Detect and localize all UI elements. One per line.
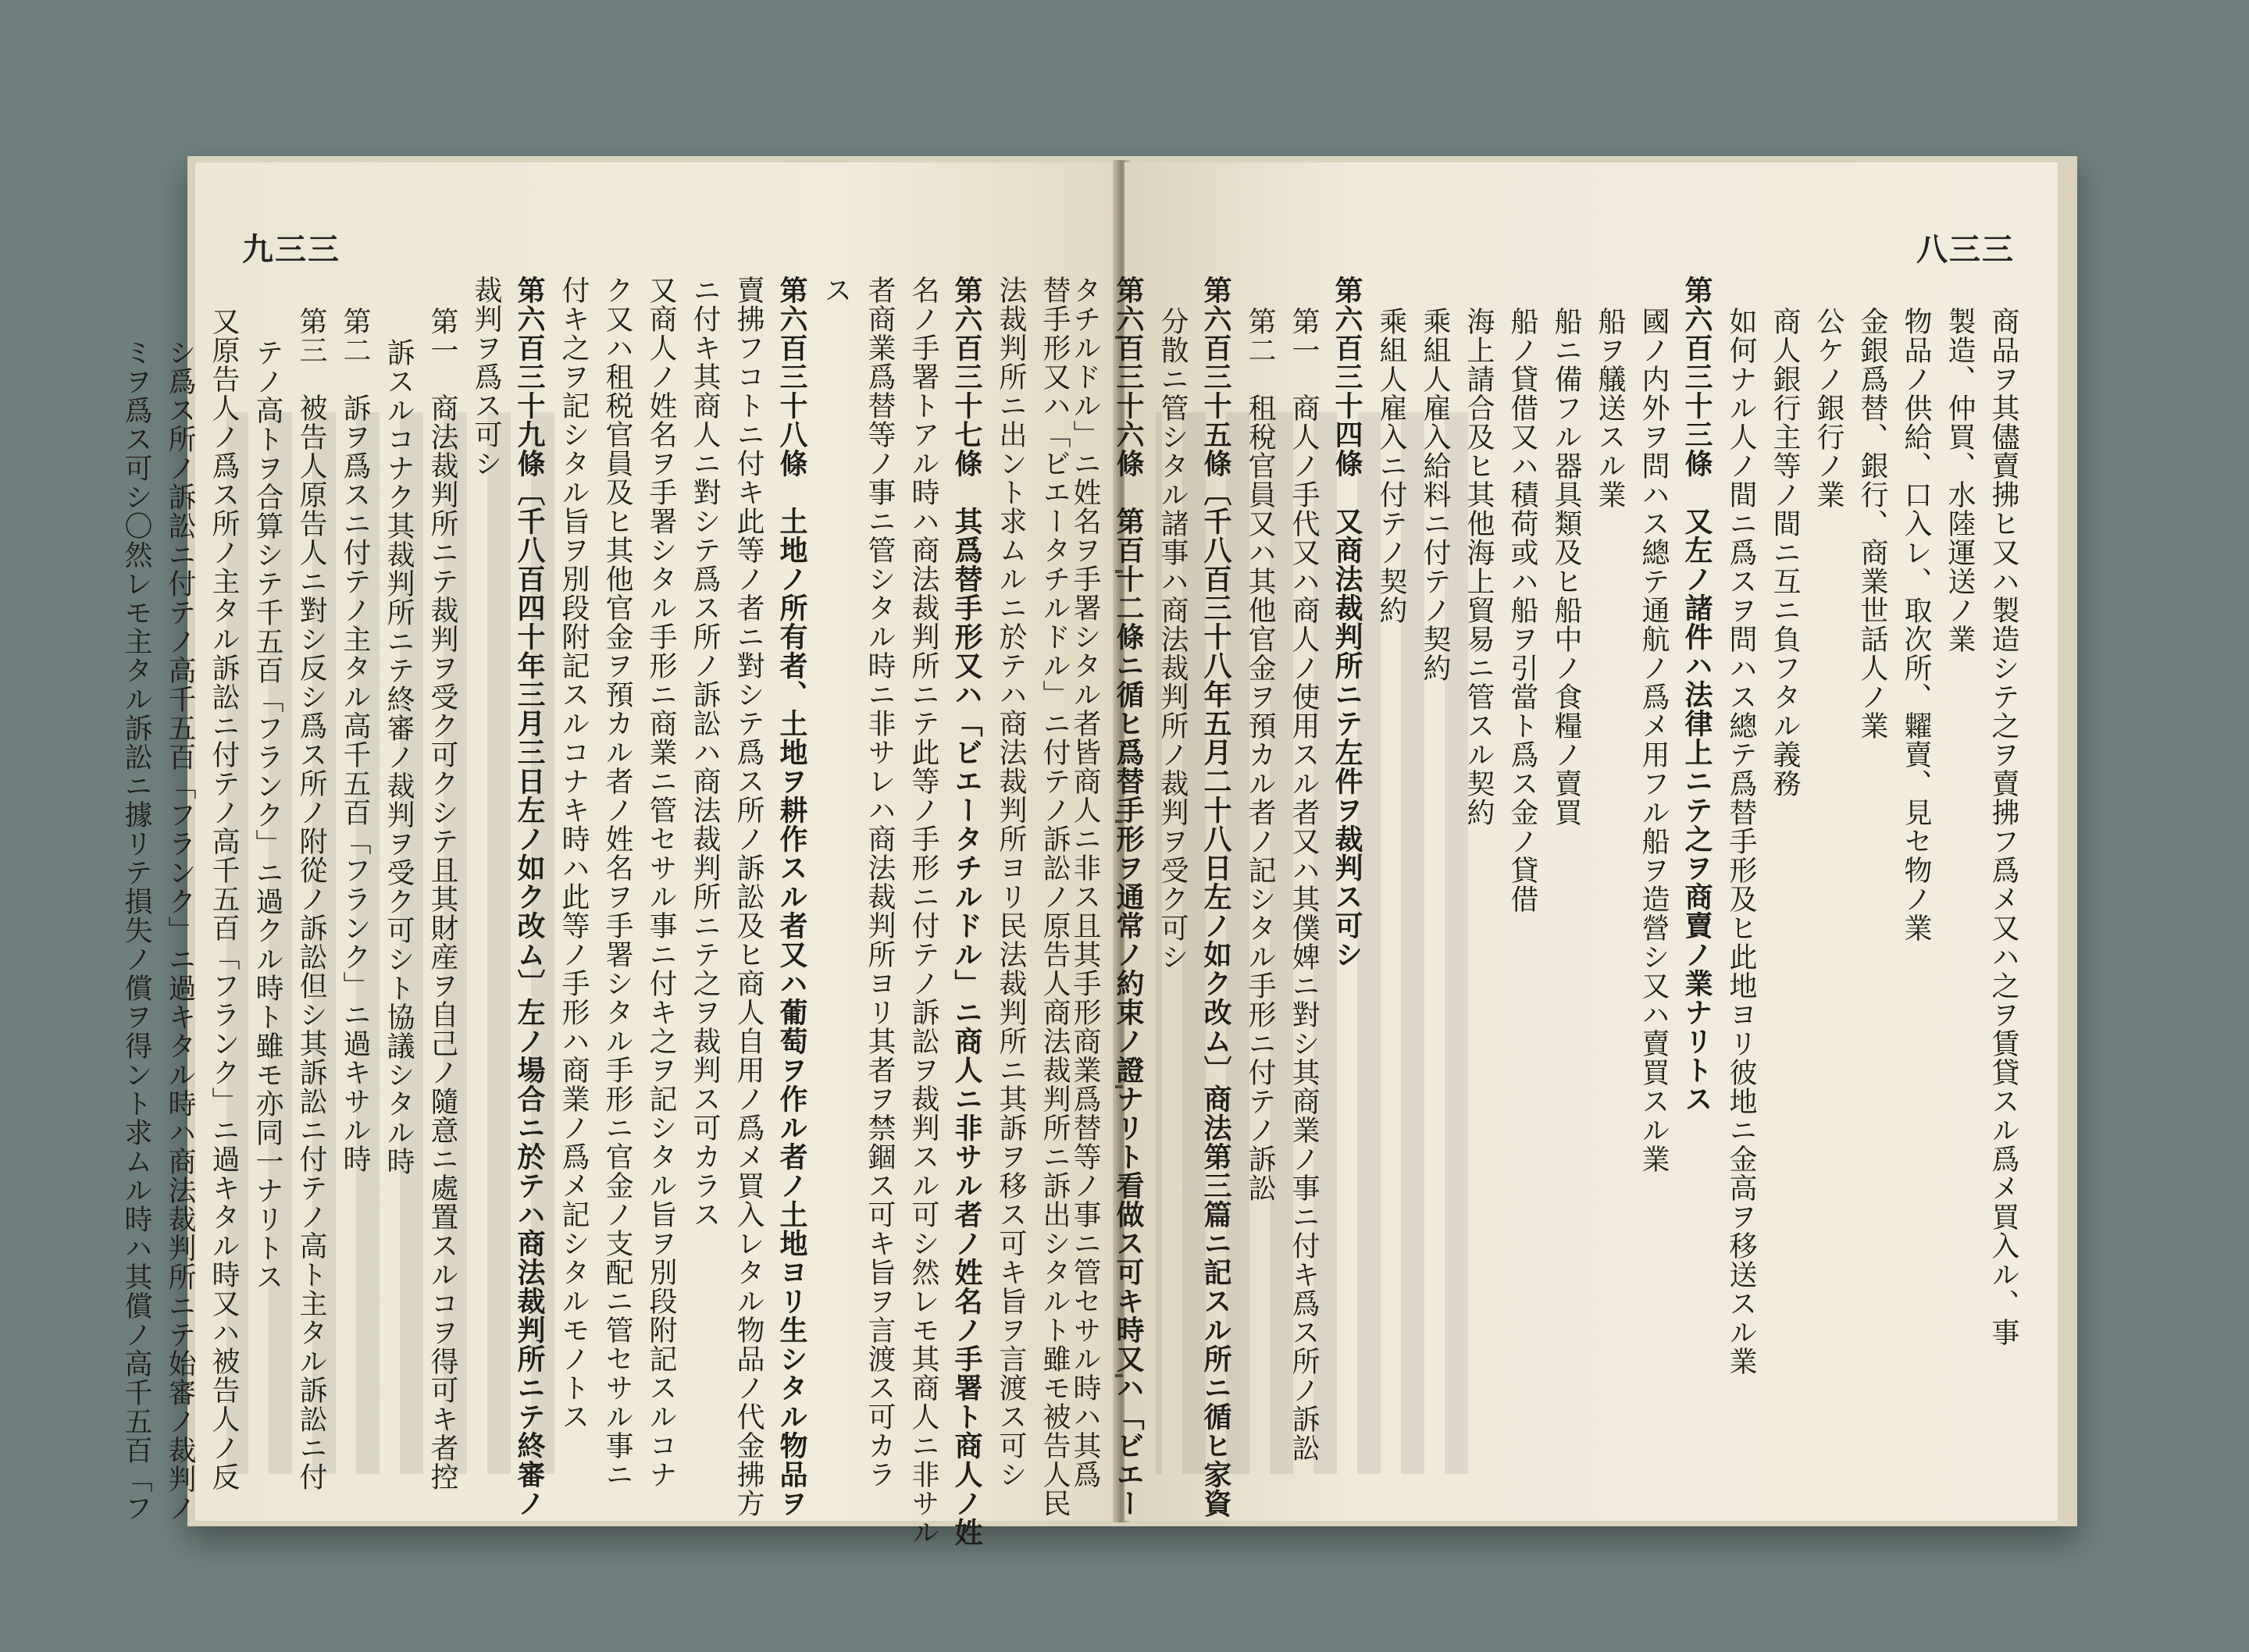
text-columns [1069,276,2019,1518]
text-column: 第一 商法裁判所ニテ裁判ヲ受ク可クシテ且其財産ヲ自己ノ隨意ニ處置スルコヲ得可キ者控 [426,307,458,1491]
page-number: 八三三 [1916,231,2015,268]
text-column: 訴スルコナク其裁判所ニテ終審ノ裁判ヲ受ク可シト協議シタル時 [383,338,415,1176]
right-page [1069,162,2058,1521]
left-page [120,162,1117,1547]
text-column: 國ノ内外ヲ問ハス總テ通航ノ爲メ用フル船ヲ造營シ又ハ賣買スル業 [1638,307,1670,1173]
text-column: 又原告人ノ爲ス所ノ主タル訴訟ニ付テノ高千五百「フランク」ニ過キタル時又ハ被告人ノ反 [208,307,240,1491]
article-heading-column: 第六百三十六條 第百十二條ニ循ヒ爲替手形ヲ通常ノ約束ノ證ナリト看做ス可キ時又ハ「ビエー [1112,276,1145,1518]
text-column: シ爲ス所ノ訴訟ニ付テノ高千五百「フランク」ニ過キタル時ハ商法裁判所ニテ始審ノ裁判ノ [164,338,196,1522]
text-column: 物品ノ供給、口入レ、取次所、糶賣、見セ物ノ業 [1900,307,1932,942]
text-column: 商品ヲ其儘賣拂ヒ又ハ製造シテ之ヲ賣拂フ爲メ又ハ之ヲ賃貸スル爲メ買入ル、事 [1987,307,2019,1347]
text-column: 商人銀行主等ノ間ニ互ニ負フタル義務 [1769,307,1801,798]
text-column: 製造、仲買、水陸運送ノ業 [1944,307,1976,653]
text-column: ク又ハ租税官員及ヒ其他官金ヲ預カル者ノ姓名ヲ手署シタル手形ニ官金ノ支配ニ管セサル事ニ [601,276,633,1489]
text-column: 海上請合及ヒ其他海上貿易ニ管スル契約 [1463,307,1495,827]
text-column: 分散ニ管シタル諸事ハ商法裁判所ノ裁判ヲ受ク可シ [1157,307,1189,971]
article-heading-column: 第六百三十七條 其爲替手形又ハ「ビエータチルドル」ニ商人ニ非サル者ノ姓名ノ手署ト商人ノ姓 [950,276,983,1547]
text-column: 賣拂フコトニ付キ此等ノ者ニ對シテ爲ス所ノ訴訟及ヒ商人自用ノ爲メ買入レタル物品ノ代金拂方 [732,276,765,1518]
text-column: 第二 租稅官員又ハ其他官金ヲ預カル者ノ記シタル手形ニ付テノ訴訟 [1244,307,1276,1202]
text-column: 者商業爲替等ノ事ニ管シタル時ニ非サレハ商法裁判所ヨリ其者ヲ禁錮ス可キ旨ヲ言渡ス可カラ [864,276,896,1489]
text-column: 第二 訴ヲ爲スニ付テノ主タル高千五百「フランク」ニ過キサル時 [339,307,371,1173]
text-column: 金銀爲替、銀行、商業世話人ノ業 [1856,307,1888,740]
text-column: 名ノ手署トアル時ハ商法裁判所ニテ此等ノ手形ニ付テノ訴訟ヲ裁判スル可シ然レモ其商人ニ非サル [907,276,939,1547]
text-column: ニ付キ其商人ニ對シテ爲ス所ノ訴訟ハ商法裁判所ニテ之ヲ裁判ス可カラス [689,276,721,1229]
article-heading-column: 第六百三十三條 又左ノ諸件ハ法律上ニテ之ヲ商賣ノ業ナリトス [1681,276,1713,1113]
text-column: 乘組人雇入給料ニ付テノ契約 [1419,307,1451,682]
text-column: ミヲ爲ス可シ〇然レモ主タル訴訟ニ據リテ損失ノ償ヲ得ント求ムル時ハ其償ノ高千五百「フ [120,338,152,1522]
text-column: 第一 商人ノ手代又ハ商人ノ使用スル者又ハ其僕婢ニ對シ其商業ノ事ニ付キ爲ス所ノ訴訟 [1288,307,1320,1462]
text-column: ス [820,276,852,304]
text-column: 乘組人雇入ニ付テノ契約 [1375,307,1407,625]
text-column: 付キ之ヲ記シタル旨ヲ別段附記スルコナキ時ハ此等ノ手形ハ商業ノ爲メ記シタルモノトス [558,276,590,1431]
article-heading-column: 第六百三十九條〔千八百四十年三月三日左ノ如ク改ム〕左ノ場合ニ於テハ商法裁判所ニテ終審ノ [513,276,546,1518]
text-columns [120,276,1071,1547]
text-column: 又商人ノ姓名ヲ手署シタル手形ニ商業ニ管セサル事ニ付キ之ヲ記シタル旨ヲ別段附記スルコナ [645,276,677,1489]
article-heading-column: 第六百三十八條 土地ノ所有者、土地ヲ耕作スル者又ハ葡萄ヲ作ル者ノ土地ヨリ生シタル物品ヲ [775,276,808,1518]
text-column: テノ高トヲ合算シテ千五百「フランク」ニ過クル時ト雖モ亦同一ナリトス [251,338,283,1291]
text-column: 替手形又ハ「ビエータチルドル」ニ付テノ訴訟ノ原告人商法裁判所ニ訴出シタルト雖モ被告人民 [1039,276,1071,1518]
article-heading-column: 第六百三十四條 又商法裁判所ニテ左件ヲ裁判ス可シ [1331,276,1363,969]
text-column: タチルドル」ニ姓名ヲ手署シタル者皆商人ニ非ス且其手形商業爲替等ノ事ニ管セサル時ハ其爲 [1069,276,1101,1489]
text-column: 裁判ヲ爲ス可シ [470,276,502,478]
text-column: 第三 被告人原告人ニ對シ反シ爲ス所ノ附從ノ訴訟但シ其訴訟ニ付テノ高ト主タル訴訟ニ付 [295,307,327,1491]
article-heading-column: 第六百三十五條〔千八百三十八年五月二十八日左ノ如ク改ム〕商法第三篇ニ記スル所ニ循ヒ家資 [1199,276,1232,1518]
text-column: 法裁判所ニ出ント求ムルニ於テハ商法裁判所ヨリ民法裁判所ニ其訴ヲ移ス可キ旨ヲ言渡ス可シ [995,276,1027,1489]
text-column: 如何ナル人ノ間ニ爲スヲ問ハス總テ爲替手形及ヒ此地ヨリ彼地ニ金高ヲ移送スル業 [1725,307,1757,1376]
page-number: 九三三 [242,231,340,268]
text-column: 船ノ貸借又ハ積荷或ハ船ヲ引當ト爲ス金ノ貸借 [1506,307,1538,913]
text-column: 船ヲ艤送スル業 [1594,307,1626,509]
text-column: 公ケノ銀行ノ業 [1812,307,1844,509]
text-column: 船ニ備フル器具類及ヒ船中ノ食糧ノ賣買 [1550,307,1582,827]
